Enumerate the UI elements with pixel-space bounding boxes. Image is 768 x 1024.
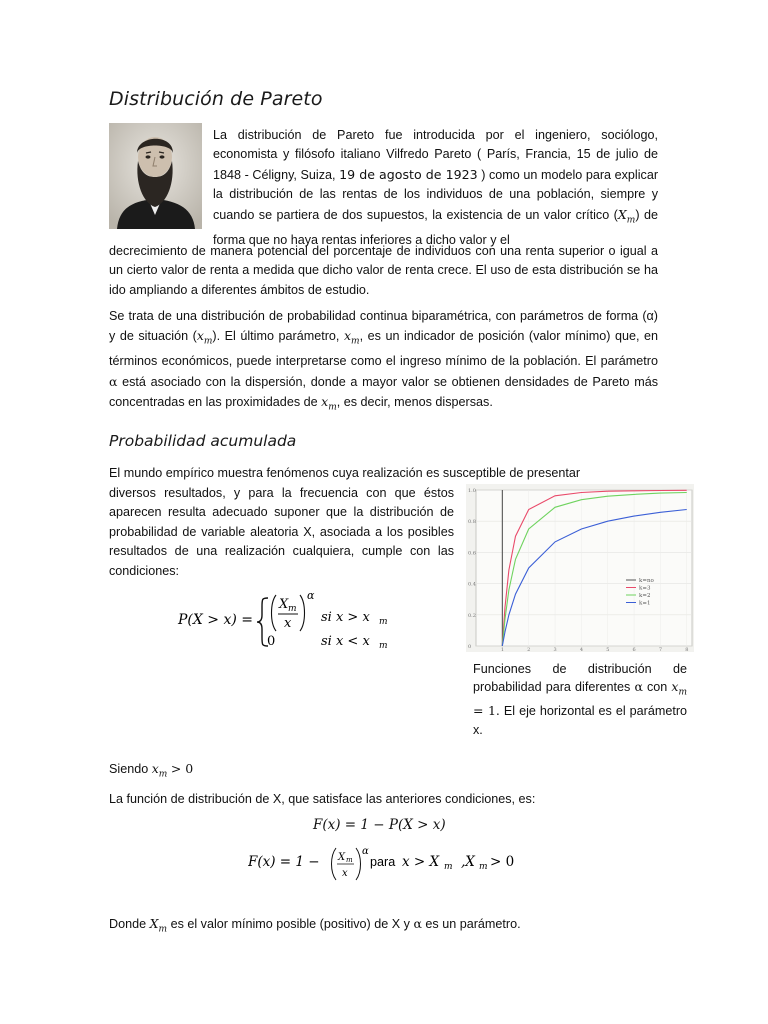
intro-text-2: ) como un modelo para explicar la distribución de las rentas de los individuos de una población, siempre y cuando se partiera de dos supuestos, la existencia de un valor crítico ( <box>213 167 659 222</box>
x-tick-label: 2 <box>527 647 531 652</box>
legend-label: k=3 <box>639 585 651 592</box>
legend-label: k=2 <box>639 593 651 599</box>
y-tick-label: 0 <box>468 644 472 650</box>
equation-2 <box>248 844 528 886</box>
eq2-condition-2-rest: > 0 <box>490 854 515 870</box>
portrait-illustration <box>109 123 202 229</box>
eq2-condition-2-sub: m <box>479 862 488 872</box>
paren-right <box>300 595 305 631</box>
eq2-condition: x > X <box>402 854 440 870</box>
intro-text-3: ) de forma que no haya rentas inferiores a dicho valor y el <box>213 207 658 247</box>
legend-label: k=1 <box>639 600 651 607</box>
y-tick-label: 1.0 <box>468 488 476 494</box>
x-tick-label: 5 <box>606 647 610 652</box>
condition-1-sub: m <box>379 617 388 627</box>
x-tick-label: 8 <box>685 647 689 652</box>
plot-area <box>476 490 692 646</box>
parameters-paragraph: Se trata de una distribución de probabilidad continua biparamétrica, con parámetros de forma (α) y de situación $(x_m)$. El último parámetro, $x_m$, es un indicador de posición (valor mínimo) que, en términos económicos, puede interpretarse como el ingreso mínimo de la población. El parámetro α está asociado con la dispersión, donde a mayor valor se obtienen densidades de Pareto más concentradas en las proximidades de $x_m$, es decir, menos dispersas. <box>109 309 659 413</box>
page-title: Distribución de Pareto <box>109 88 323 110</box>
cdf-intro-text: La función de distribución de X, que satisface las anteriores condiciones, es: <box>109 792 536 806</box>
xm-symbol: $X_m$ <box>617 206 636 226</box>
cumulative-paragraph: diversos resultados, y para la frecuencia con que éstos aparecen resulta adecuado suponer que la distribución de probabilidad de variable aleatoria X, asociada a los posibles resultados de una realización cualquiera, cumple con las condiciones: <box>109 486 454 578</box>
eq2-lhs: F(x) = 1 − <box>248 854 320 870</box>
section-subtitle: Probabilidad acumulada <box>109 432 297 450</box>
condition-2-sub: m <box>379 641 388 651</box>
siendo-line: Siendo $x_m > 0$ <box>109 761 194 780</box>
x-tick-label: 3 <box>553 647 557 652</box>
chart-caption: Funciones de distribución de probabilidad para diferentes α con $x_m = 1$. El eje horizontal es el parámetro x. <box>473 662 688 737</box>
intro-text-1: La distribución de Pareto fue introducida por el ingeniero, sociólogo, economista y filósofo italiano Vilfredo Pareto ( París, Francia, 15 de julio de 1848 - Céligny, Suiza, <box>213 128 658 182</box>
x-tick-label: 4 <box>579 647 584 652</box>
zero-value: 0 <box>267 634 276 649</box>
piecewise-equation <box>176 585 426 655</box>
eq2-exponent: α <box>362 846 369 857</box>
frac-num: X <box>279 597 289 612</box>
condition-1: si x > x <box>321 610 370 625</box>
eq2-para: para <box>370 855 396 869</box>
x-tick-label: 1 <box>500 647 505 652</box>
equation-1: F(x) = 1 − P(X > x) <box>313 817 446 833</box>
eq2-paren-left <box>332 848 337 880</box>
y-tick-label: 0.8 <box>468 519 476 526</box>
y-tick-label: 0.4 <box>468 581 476 588</box>
portrait-image <box>109 123 202 229</box>
eq2-paren-right <box>356 848 361 880</box>
piecewise-lhs: P(X > x) = <box>178 612 254 628</box>
frac-den: x <box>284 616 292 631</box>
y-tick-label: 0.2 <box>468 612 476 619</box>
eq2-condition-sub: m <box>444 862 453 872</box>
frac-num-sub: m <box>288 604 297 614</box>
donde-line: Donde $X_m$ es el valor mínimo posible (positivo) de X y α es un parámetro. <box>109 916 521 935</box>
eq2-frac-den: x <box>342 868 348 879</box>
eq2-frac-num-sub: m <box>346 856 353 864</box>
exponent: α <box>307 589 315 602</box>
paren-left <box>272 595 277 631</box>
x-tick-label: 7 <box>658 647 663 652</box>
intro-date: 19 de agosto de 1923 <box>339 166 478 182</box>
y-tick-label: 0.6 <box>468 550 476 557</box>
x-tick-label: 6 <box>632 647 636 652</box>
intro-paragraph-continued: decrecimiento de manera potencial del porcentaje de individuos con una renta superior o igual a un cierto valor de renta a medida que dicho valor de renta crece. El uso de esta distribución se ha ido ampliando a diferentes ámbitos de estudio. <box>109 244 658 297</box>
cumulative-paragraph-first-line: El mundo empírico muestra fenómenos cuya realización es susceptible de presentar <box>109 466 581 480</box>
eq2-frac-num: X <box>338 852 346 863</box>
condition-2: si x < x <box>321 634 370 649</box>
intro-paragraph <box>213 126 658 250</box>
legend-label: k=no <box>639 578 654 584</box>
pareto-cdf-chart <box>466 484 694 652</box>
eq2-condition-2: ,X <box>461 854 475 870</box>
